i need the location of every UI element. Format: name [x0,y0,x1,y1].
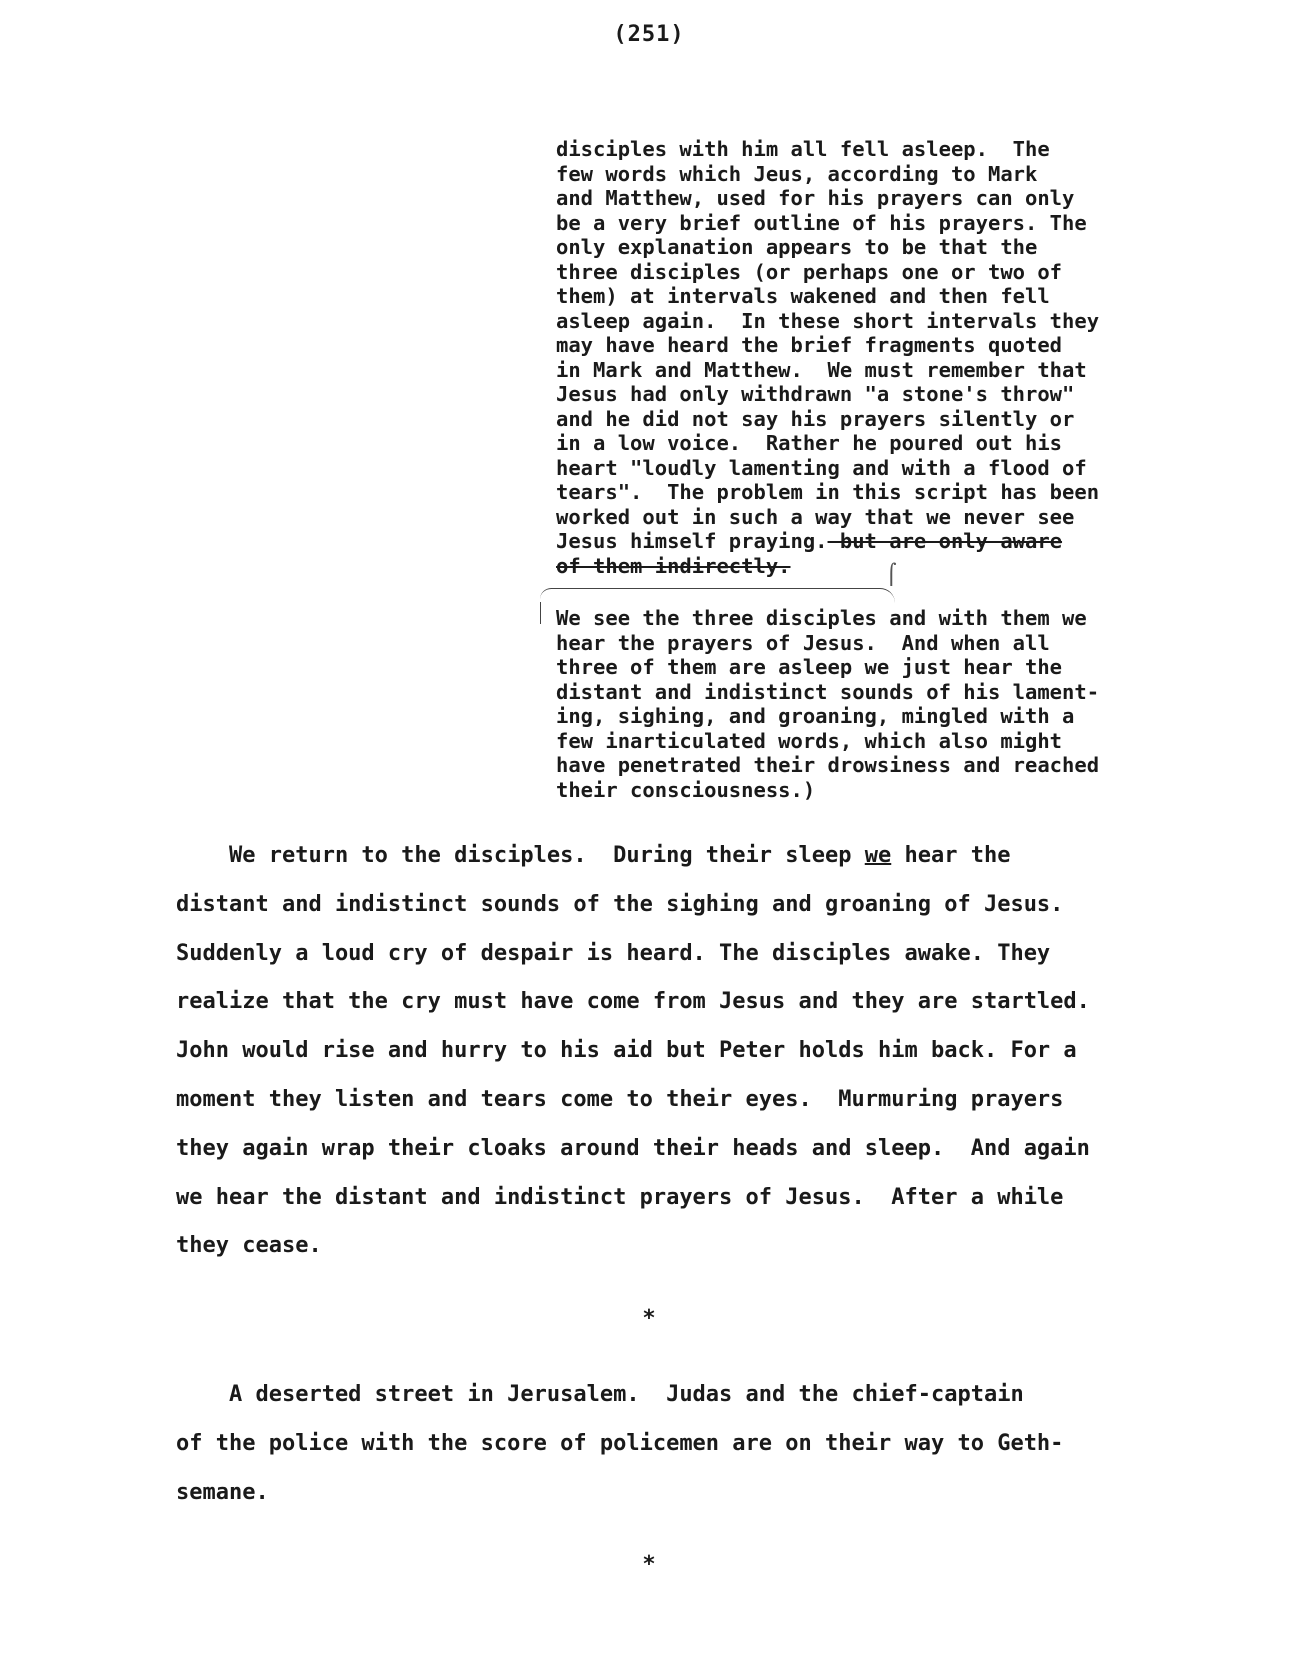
para-line: realize that the cry must have come from Jesus and they are startled. [176,989,1090,1015]
kept-text: Jesus himself praying. [556,529,828,553]
para-line: we hear the distant and indistinct prayers of Jesus. After a while [176,1184,1064,1210]
note-line: three disciples (or perhaps one or two of [556,259,1063,284]
note-line: may have heard the brief fragments quoted [556,333,1063,357]
body-paragraph-street [176,1371,1256,1517]
page-number: (251) [613,22,685,47]
note-line: distant and indistinct sounds of his lament- [556,679,1100,704]
indented-note-first [556,137,1256,578]
para-line: John would rise and hurry to his aid but Peter holds him back. For a [176,1038,1077,1064]
para-line: Suddenly a loud cry of despair is heard. The disciples awake. They [176,940,1051,966]
note-line: only explanation appears to be that the [556,235,1038,259]
note-line: heart "loudly lamenting and with a flood of [556,455,1087,480]
note-line: disciples with him all fell asleep. The [556,137,1050,161]
body-paragraph-disciples [176,832,1256,1271]
note-line-with-strike [556,529,1256,554]
struck-text: but are only aware [827,529,1063,553]
indented-note-second [556,606,1256,802]
para-line: semane. [176,1479,269,1505]
struck-line: of them indirectly. [556,553,791,578]
note-line: them) at intervals wakened and then fell [556,284,1050,308]
para-line: A deserted street in Jerusalem. Judas and the chief-captain [176,1382,1024,1407]
note-line: three of them are asleep we just hear the [556,655,1063,679]
para-text: hear the [891,843,1011,868]
scene-separator: * [642,1306,656,1331]
pencil-bracket-left [540,602,547,624]
note-line: in a low voice. Rather he poured out his [556,431,1063,455]
para-line [176,832,1256,881]
note-line: worked out in such a way that we never see [556,504,1075,529]
note-line: asleep again. In these short intervals they [556,308,1100,333]
note-line: Jesus had only withdrawn "a stone's throw" [556,382,1075,406]
note-line: their consciousness.) [556,777,816,802]
pencil-bracket-line [540,588,895,603]
para-line: distant and indistinct sounds of the sighing and groaning of Jesus. [176,891,1064,917]
note-line: tears". The problem in this script has been [556,480,1100,504]
note-line: in Mark and Matthew. We must remember that [556,357,1087,382]
scene-separator: * [642,1552,656,1577]
note-line: have penetrated their drowsiness and reached [556,753,1100,777]
note-line: and Matthew, used for his prayers can only [556,186,1075,210]
para-line: of the police with the score of policemen are on their way to Geth- [176,1430,1064,1456]
para-line: they cease. [176,1233,322,1259]
note-line: few words which Jeus, according to Mark [556,161,1038,186]
note-line: We see the three disciples and with them we [556,606,1087,630]
note-line: hear the prayers of Jesus. And when all [556,630,1050,655]
underlined-word: we [864,843,892,868]
note-line: ing, sighing, and groaning, mingled with a [556,704,1075,728]
para-line: moment they listen and tears come to their eyes. Murmuring prayers [176,1086,1064,1112]
note-line: and he did not say his prayers silently or [556,406,1075,431]
pencil-insert-mark: ⌠ [886,562,897,586]
para-text: We return to the disciples. During their sleep [176,843,865,868]
note-line: few inarticulated words, which also might [556,728,1063,753]
para-line: they again wrap their cloaks around their heads and sleep. And again [176,1135,1090,1161]
note-line: be a very brief outline of his prayers. The [556,210,1087,235]
